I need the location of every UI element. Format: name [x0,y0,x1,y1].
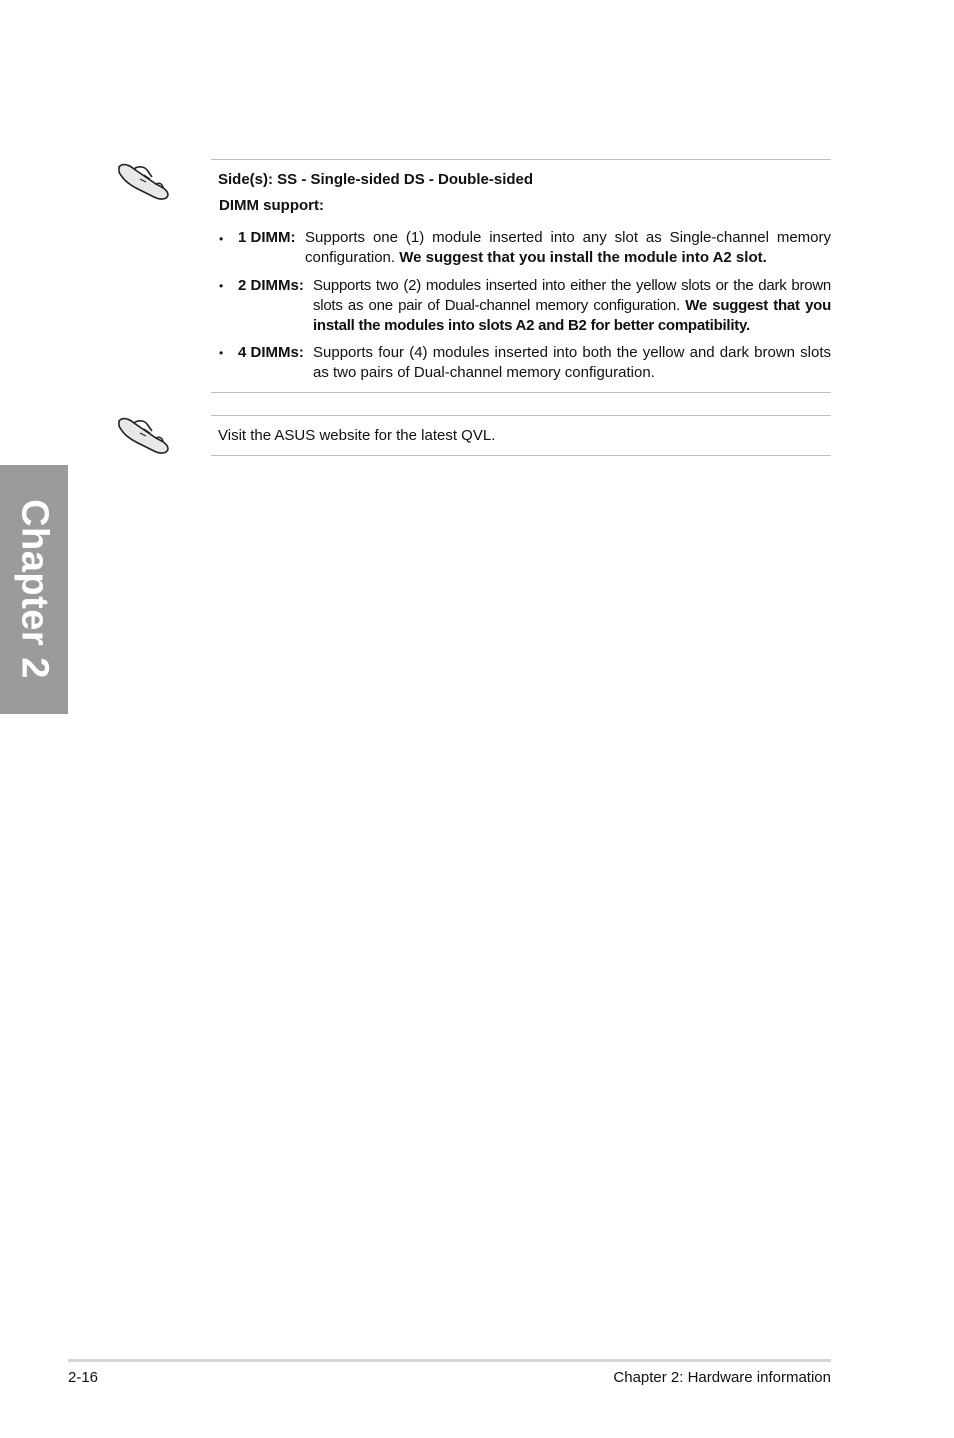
note-hand-icon [116,160,172,202]
bullet: • [219,279,224,293]
qvl-note-text: Visit the ASUS website for the latest QVL. [218,427,496,444]
bullet: • [219,346,224,360]
sides-legend: Side(s): SS - Single-sided DS - Double-sided [218,171,534,188]
item-text-line: Supports one (1) module inserted into any slot as Single-channel memory [305,229,831,246]
item-label-1-dimm: 1 DIMM: [238,229,296,246]
footer-chapter-title: Chapter 2: Hardware information [613,1369,831,1386]
item-label-2-dimms: 2 DIMMs: [238,277,304,294]
item-text-line: Supports four (4) modules inserted into both the yellow and dark brown slots [313,344,831,361]
item-text-1-dimm [305,228,831,268]
dimm-support-heading: DIMM support: [219,197,324,214]
item-text-4-dimms [313,343,831,383]
item-text-2-dimms [313,276,831,336]
footer-divider [68,1359,831,1362]
chapter-tab-label: Chapter 2 [13,499,56,679]
item-text-line: slots as one pair of Dual-channel memory configuration. [313,297,686,314]
item-text-bold: We suggest that you install the module into A2 slot. [399,249,767,266]
item-text-line: as two pairs of Dual-channel memory configuration. [313,364,655,381]
item-text-line: Supports two (2) modules inserted into either the yellow slots or the dark brown [313,277,831,294]
chapter-tab [0,465,68,714]
item-label-4-dimms: 4 DIMMs: [238,344,304,361]
bullet: • [219,232,224,246]
note-hand-icon [116,414,172,456]
page-number: 2-16 [68,1369,99,1386]
item-text-bold: install the modules into slots A2 and B2 for better compatibility. [313,317,750,334]
item-text-bold: We suggest that you [685,297,831,314]
item-text-line: configuration. [305,249,400,266]
